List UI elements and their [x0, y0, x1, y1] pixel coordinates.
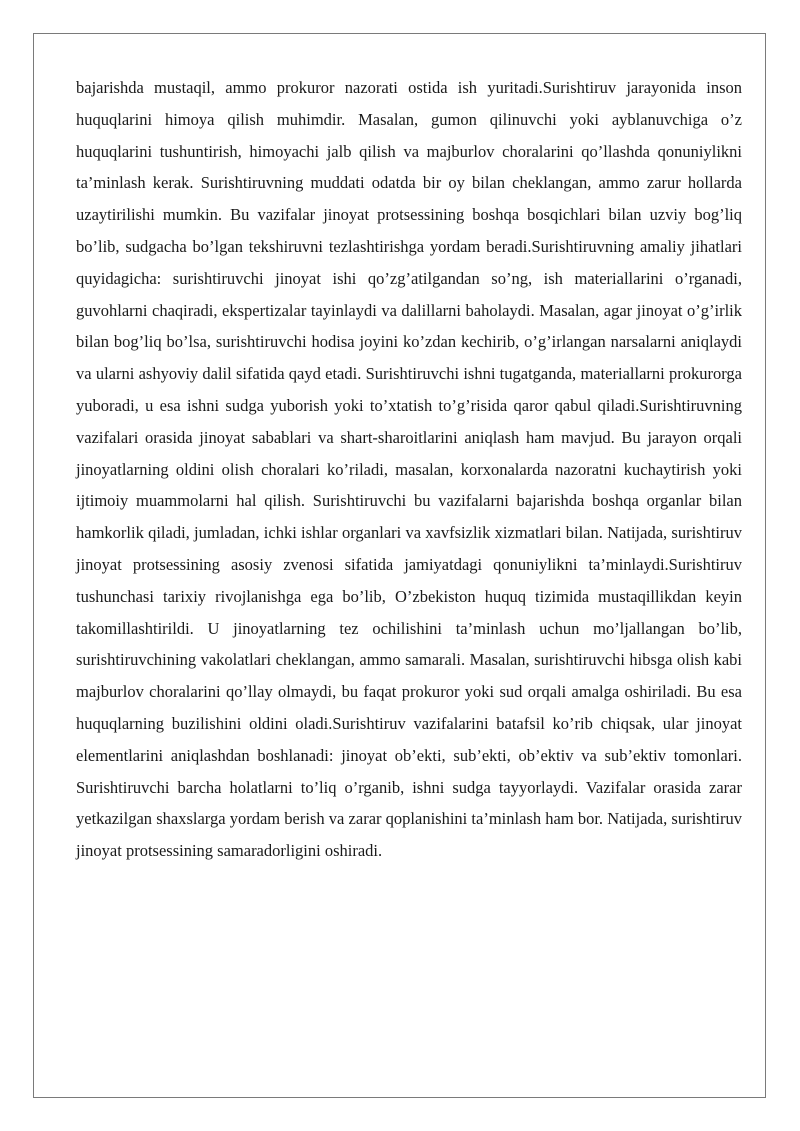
body-paragraph: bajarishda mustaqil, ammo prokuror nazorati ostida ish yuritadi.Surishtiruv jarayonida inson huquqlarini himoya qilish muhimdir. Masalan, gumon qilinuvchi yoki ayblanuvchiga o’z huquqlarini tushuntirish, himoyachi jalb qilish va majburlov choralarini qo’llashda qonuniylikni ta’minlash kerak. Surishtiruvning muddati odatda bir oy bilan cheklangan, ammo zarur hollarda uzaytirilishi mumkin. Bu vazifalar jinoyat protsessining boshqa bosqichlari bilan uzviy bog’liq bo’lib, sudgacha bo’lgan tekshiruvni tezlashtirishga yordam beradi.Surishtiruvning amaliy jihatlari quyidagicha: surishtiruvchi jinoyat ishi qo’zg’atilgandan so’ng, ish materiallarini o’rganadi, guvohlarni chaqiradi, ekspertizalar tayinlaydi va dalillarni baholaydi. Masalan, agar jinoyat o’g’irlik bilan bog’liq bo’lsa, surishtiruvchi hodisa joyini ko’zdan kechirib, o’g’irlangan narsalarni aniqlaydi va ularni ashyoviy dalil sifatida qayd etadi. Surishtiruvchi ishni tugatganda, materiallarni prokurorga yuboradi, u esa ishni sudga yuborish yoki to’xtatish to’g’risida qaror qabul qiladi.Surishtiruvning vazifalari orasida jinoyat sabablari va shart-sharoitlarini aniqlash ham mavjud. Bu jarayon orqali jinoyatlarning oldini olish choralari ko’riladi, masalan, korxonalarda nazoratni kuchaytirish yoki ijtimoiy muammolarni hal qilish. Surishtiruvchi bu vazifalarni bajarishda boshqa organlar bilan hamkorlik qiladi, jumladan, ichki ishlar organlari va xavfsizlik xizmatlari bilan. Natijada, surishtiruv jinoyat protsessining asosiy zvenosi sifatida jamiyatdagi qonuniylikni ta’minlaydi.Surishtiruv tushunchasi tarixiy rivojlanishga ega bo’lib, O’zbekiston huquq tizimida mustaqillikdan keyin takomillashtirildi. U jinoyatlarning tez ochilishini ta’minlash uchun mo’ljallangan bo’lib, surishtiruvchining vakolatlari cheklangan, ammo samarali. Masalan, surishtiruvchi hibsga olish kabi majburlov choralarini qo’llay olmaydi, bu faqat prokuror yoki sud orqali amalga oshiriladi. Bu esa huquqlarning buzilishini oldini oladi.Surishtiruv vazifalarini batafsil ko’rib chiqsak, ular jinoyat elementlarini aniqlashdan boshlanadi: jinoyat ob’ekti, sub’ekti, ob’ektiv va sub’ektiv tomonlari. Surishtiruvchi barcha holatlarni to’liq o’rganib, ishni sudga tayyorlaydi. Vazifalar orasida zarar yetkazilgan shaxslarga yordam berish va zarar qoplanishini ta’minlash ham bor. Natijada, surishtiruv jinoyat protsessining samaradorligini oshiradi.	[76, 78, 742, 861]
